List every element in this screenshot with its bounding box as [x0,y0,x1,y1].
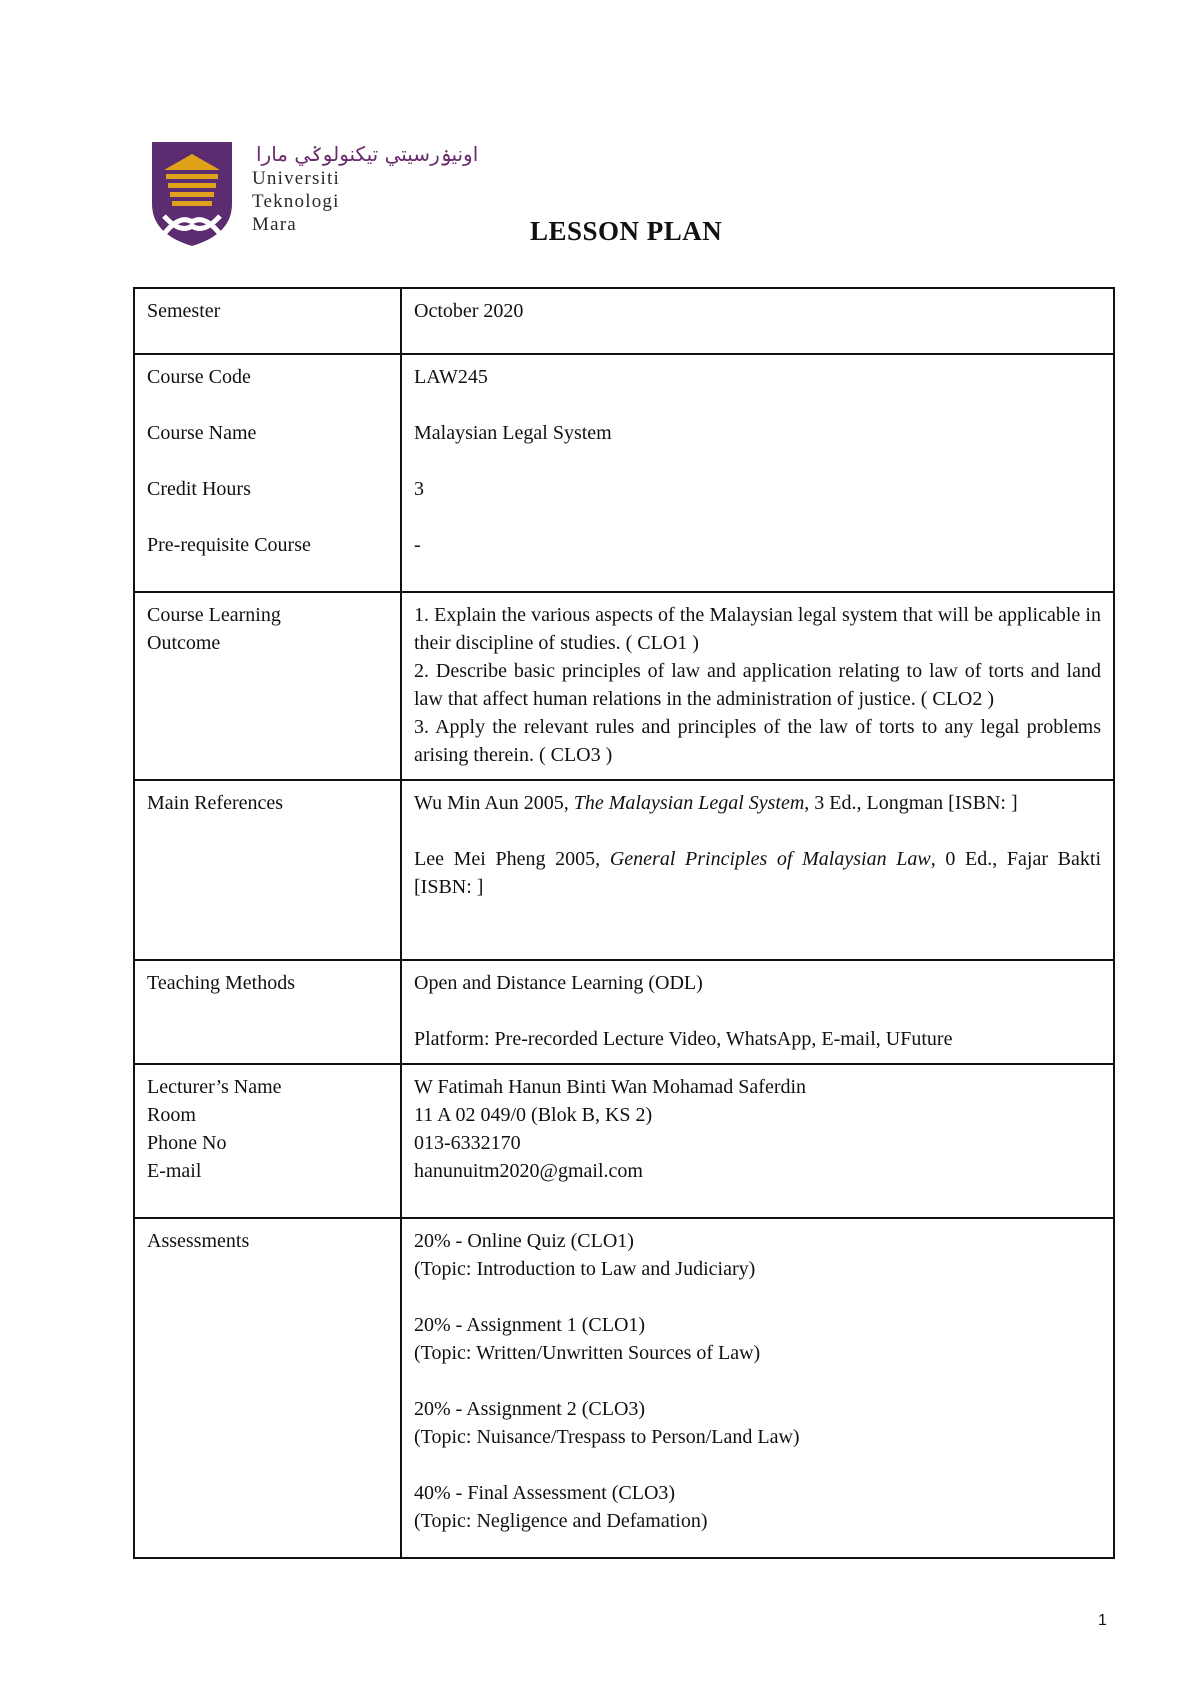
clo-label [134,592,401,780]
assessment-2-topic: (Topic: Written/Unwritten Sources of Law) [414,1342,761,1364]
course-name-value: Malaysian Legal System [414,422,612,444]
lecturer-name-label: Lecturer’s Name [147,1076,282,1098]
assessments-values [401,1218,1114,1558]
course-info-values [401,354,1114,592]
page-number: 1 [1098,1612,1107,1629]
logo-line-1: Universiti [252,168,340,189]
credit-hours-value: 3 [414,478,424,500]
email-label: E-mail [147,1160,202,1182]
prerequisite-value: - [414,534,421,556]
teaching-method: Open and Distance Learning (ODL) [414,972,703,994]
reference-2-title: General Principles of Malaysian Law [609,848,931,870]
reference-2-suffix: , 0 Ed., Fajar Bakti [ISBN: ] [414,848,1101,898]
assessment-4-title: 40% - Final Assessment (CLO3) [414,1482,676,1504]
assessments-row [134,1218,1114,1558]
reference-1 [414,789,1101,817]
uitm-crest-icon [146,142,238,246]
clo-label-line-1: Course Learning [147,604,281,626]
references-values [401,780,1114,960]
reference-1-suffix: , 3 Ed., Longman [ISBN: ] [804,792,1018,814]
teaching-label: Teaching Methods [134,960,401,1064]
clo-values [401,592,1114,780]
reference-1-title: The Malaysian Legal System [573,792,805,814]
clo-item-1: 1. Explain the various aspects of the Malaysian legal system that will be applicable in their discipline of studies. ( CLO1 ) [414,604,1101,654]
assessment-2-title: 20% - Assignment 1 (CLO1) [414,1314,646,1336]
lesson-plan-table [133,287,1115,1559]
room-value: 11 A 02 049/0 (Blok B, KS 2) [414,1104,653,1126]
room-label: Room [147,1104,196,1126]
semester-label: Semester [134,288,401,354]
clo-label-line-2: Outcome [147,632,221,654]
credit-hours-label: Credit Hours [147,478,251,500]
email-value: hanunuitm2020@gmail.com [414,1160,643,1182]
teaching-platform: Platform: Pre-recorded Lecture Video, WhatsApp, E-mail, UFuture [414,1028,953,1050]
course-code-value: LAW245 [414,366,488,388]
teaching-row [134,960,1114,1064]
reference-2-prefix: Lee Mei Pheng 2005, [414,848,610,870]
assessment-3-title: 20% - Assignment 2 (CLO3) [414,1398,646,1420]
course-info-labels [134,354,401,592]
phone-value: 013-6332170 [414,1132,521,1154]
logo-wordmark [252,167,340,236]
course-code-label: Course Code [147,366,251,388]
logo-line-2: Teknologi [252,191,340,212]
semester-value: October 2020 [401,288,1114,354]
assessment-1-topic: (Topic: Introduction to Law and Judiciary) [414,1258,756,1280]
course-info-row [134,354,1114,592]
reference-2 [414,845,1101,901]
lecturer-values [401,1064,1114,1218]
references-row [134,780,1114,960]
teaching-values [401,960,1114,1064]
lecturer-row [134,1064,1114,1218]
assessments-label: Assessments [134,1218,401,1558]
prerequisite-label: Pre-requisite Course [147,534,311,556]
references-label: Main References [134,780,401,960]
clo-item-3: 3. Apply the relevant rules and principles of the law of torts to any legal problems arising therein. ( CLO3 ) [414,716,1101,766]
course-name-label: Course Name [147,422,257,444]
assessment-4-topic: (Topic: Negligence and Defamation) [414,1510,708,1532]
phone-label: Phone No [147,1132,227,1154]
logo-jawi-text: اونيۏرسيتي تيکنولوݢي مارا [256,142,479,166]
semester-row [134,288,1114,354]
page-title: LESSON PLAN [530,216,723,246]
uitm-logo [146,142,479,246]
reference-1-prefix: Wu Min Aun 2005, [414,792,574,814]
logo-line-3: Mara [252,214,297,235]
clo-row [134,592,1114,780]
lecturer-labels [134,1064,401,1218]
clo-item-2: 2. Describe basic principles of law and application relating to law of torts and land law that affect human relations in the administration of justice. ( CLO2 ) [414,660,1101,710]
assessment-3-topic: (Topic: Nuisance/Trespass to Person/Land Law) [414,1426,800,1448]
assessment-1-title: 20% - Online Quiz (CLO1) [414,1230,634,1252]
lecturer-name-value: W Fatimah Hanun Binti Wan Mohamad Saferdin [414,1076,807,1098]
